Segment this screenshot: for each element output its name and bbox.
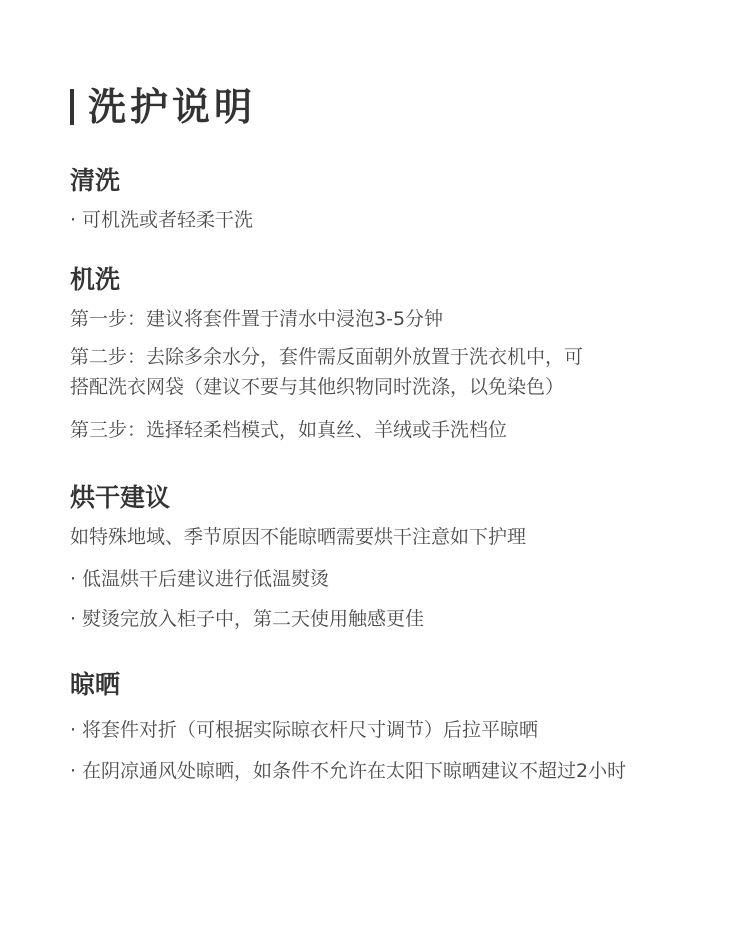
section-heading-airing: 晾晒: [70, 670, 121, 699]
machine-wash-step-1: 第一步：建议将套件置于清水中浸泡3-5分钟: [70, 308, 444, 330]
drying-bullet-1: · 低温烘干后建议进行低温熨烫: [70, 564, 329, 594]
section-heading-drying: 烘干建议: [70, 483, 171, 512]
drying-intro: 如特殊地域、季节原因不能晾晒需要烘干注意如下护理: [70, 526, 527, 548]
airing-bullet-1: · 将套件对折（可根据实际晾衣杆尺寸调节）后拉平晾晒: [70, 715, 538, 745]
section-heading-machine-wash: 机洗: [70, 265, 121, 294]
page-title-text: 洗护说明: [88, 85, 257, 129]
machine-wash-step-2-line-2: 搭配洗衣网袋（建议不要与其他织物同时洗涤，以免染色）: [70, 376, 565, 398]
drying-bullet-2: · 熨烫完放入柜子中，第二天使用触感更佳: [70, 604, 424, 634]
title-accent-bar: [70, 89, 74, 125]
airing-bullet-2: · 在阴凉通风处晾晒，如条件不允许在太阳下晾晒建议不超过2小时: [70, 756, 626, 786]
machine-wash-step-3: 第三步：选择轻柔档模式，如真丝、羊绒或手洗档位: [70, 419, 508, 441]
washing-bullet: · 可机洗或者轻柔干洗: [70, 205, 253, 235]
machine-wash-step-2-line-1: 第二步：去除多余水分，套件需反面朝外放置于洗衣机中，可: [70, 346, 584, 368]
page-title: [70, 84, 256, 130]
section-heading-washing: 清洗: [70, 166, 121, 195]
